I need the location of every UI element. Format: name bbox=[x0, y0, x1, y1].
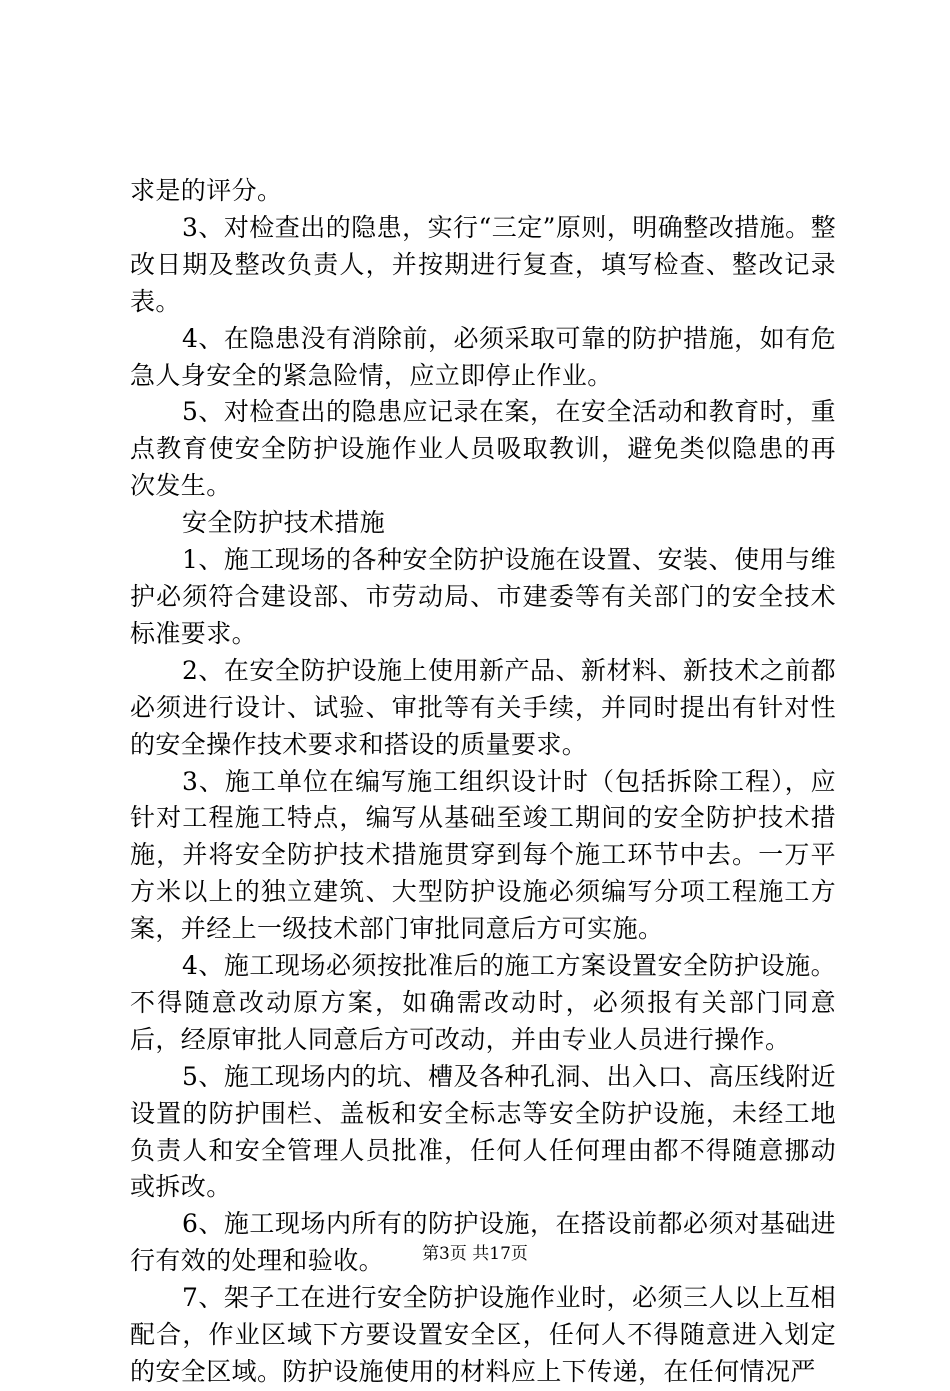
paragraph: 4、施工现场必须按批准后的施工方案设置安全防护设施。不得随意改动原方案，如确需改动时，必须报有关部门同意后，经原审批人同意后方可改动，并由专业人员进行操作。 bbox=[130, 951, 836, 1054]
paragraph: 3、施工单位在编写施工组织设计时（包括拆除工程），应针对工程施工特点，编写从基础至竣工期间的安全防护技术措施，并将安全防护技术措施贯穿到每个施工环节中去。一万平方米以上的独立建筑、大型防护设施必须编写分项工程施工方案，并经上一级技术部门审批同意后方可实施。 bbox=[130, 766, 836, 944]
paragraph: 5、施工现场内的坑、槽及各种孔洞、出入口、高压线附近设置的防护围栏、盖板和安全标志等安全防护设施，未经工地负责人和安全管理人员批准，任何人任何理由都不得随意挪动或拆改。 bbox=[130, 1061, 836, 1202]
paragraph: 4、在隐患没有消除前，必须采取可靠的防护措施，如有危急人身安全的紧急险情，应立即停止作业。 bbox=[130, 323, 836, 390]
section-heading: 安全防护技术措施 bbox=[182, 508, 386, 538]
paragraph: 7、架子工在进行安全防护设施作业时，必须三人以上互相配合，作业区域下方要设置安全区，任何人不得随意进入划定的安全区域。防护设施使用的材料应上下传递，在任何情况严 bbox=[130, 1283, 836, 1386]
paragraph: 2、在安全防护设施上使用新产品、新材料、新技术之前都必须进行设计、试验、审批等有关手续，并同时提出有针对性的安全操作技术要求和搭设的质量要求。 bbox=[130, 655, 836, 759]
paragraph: 3、对检查出的隐患，实行“三定”原则，明确整改措施。整改日期及整改负责人，并按期进行复查，填写检查、整改记录表。 bbox=[130, 212, 836, 316]
page-number-footer: 第3页 共17页 bbox=[422, 1244, 528, 1264]
paragraph: 5、对检查出的隐患应记录在案，在安全活动和教育时，重点教育使安全防护设施作业人员吸取教训，避免类似隐患的再次发生。 bbox=[130, 397, 836, 501]
document-body bbox=[130, 173, 836, 1391]
paragraph: 求是的评分。 bbox=[130, 176, 283, 205]
paragraph: 6、施工现场内所有的防护设施，在搭设前都必须对基础进行有效的处理和验收。 bbox=[130, 1209, 836, 1276]
paragraph: 1、施工现场的各种安全防护设施在设置、安装、使用与维护必须符合建设部、市劳动局、市建委等有关部门的安全技术标准要求。 bbox=[130, 545, 836, 648]
